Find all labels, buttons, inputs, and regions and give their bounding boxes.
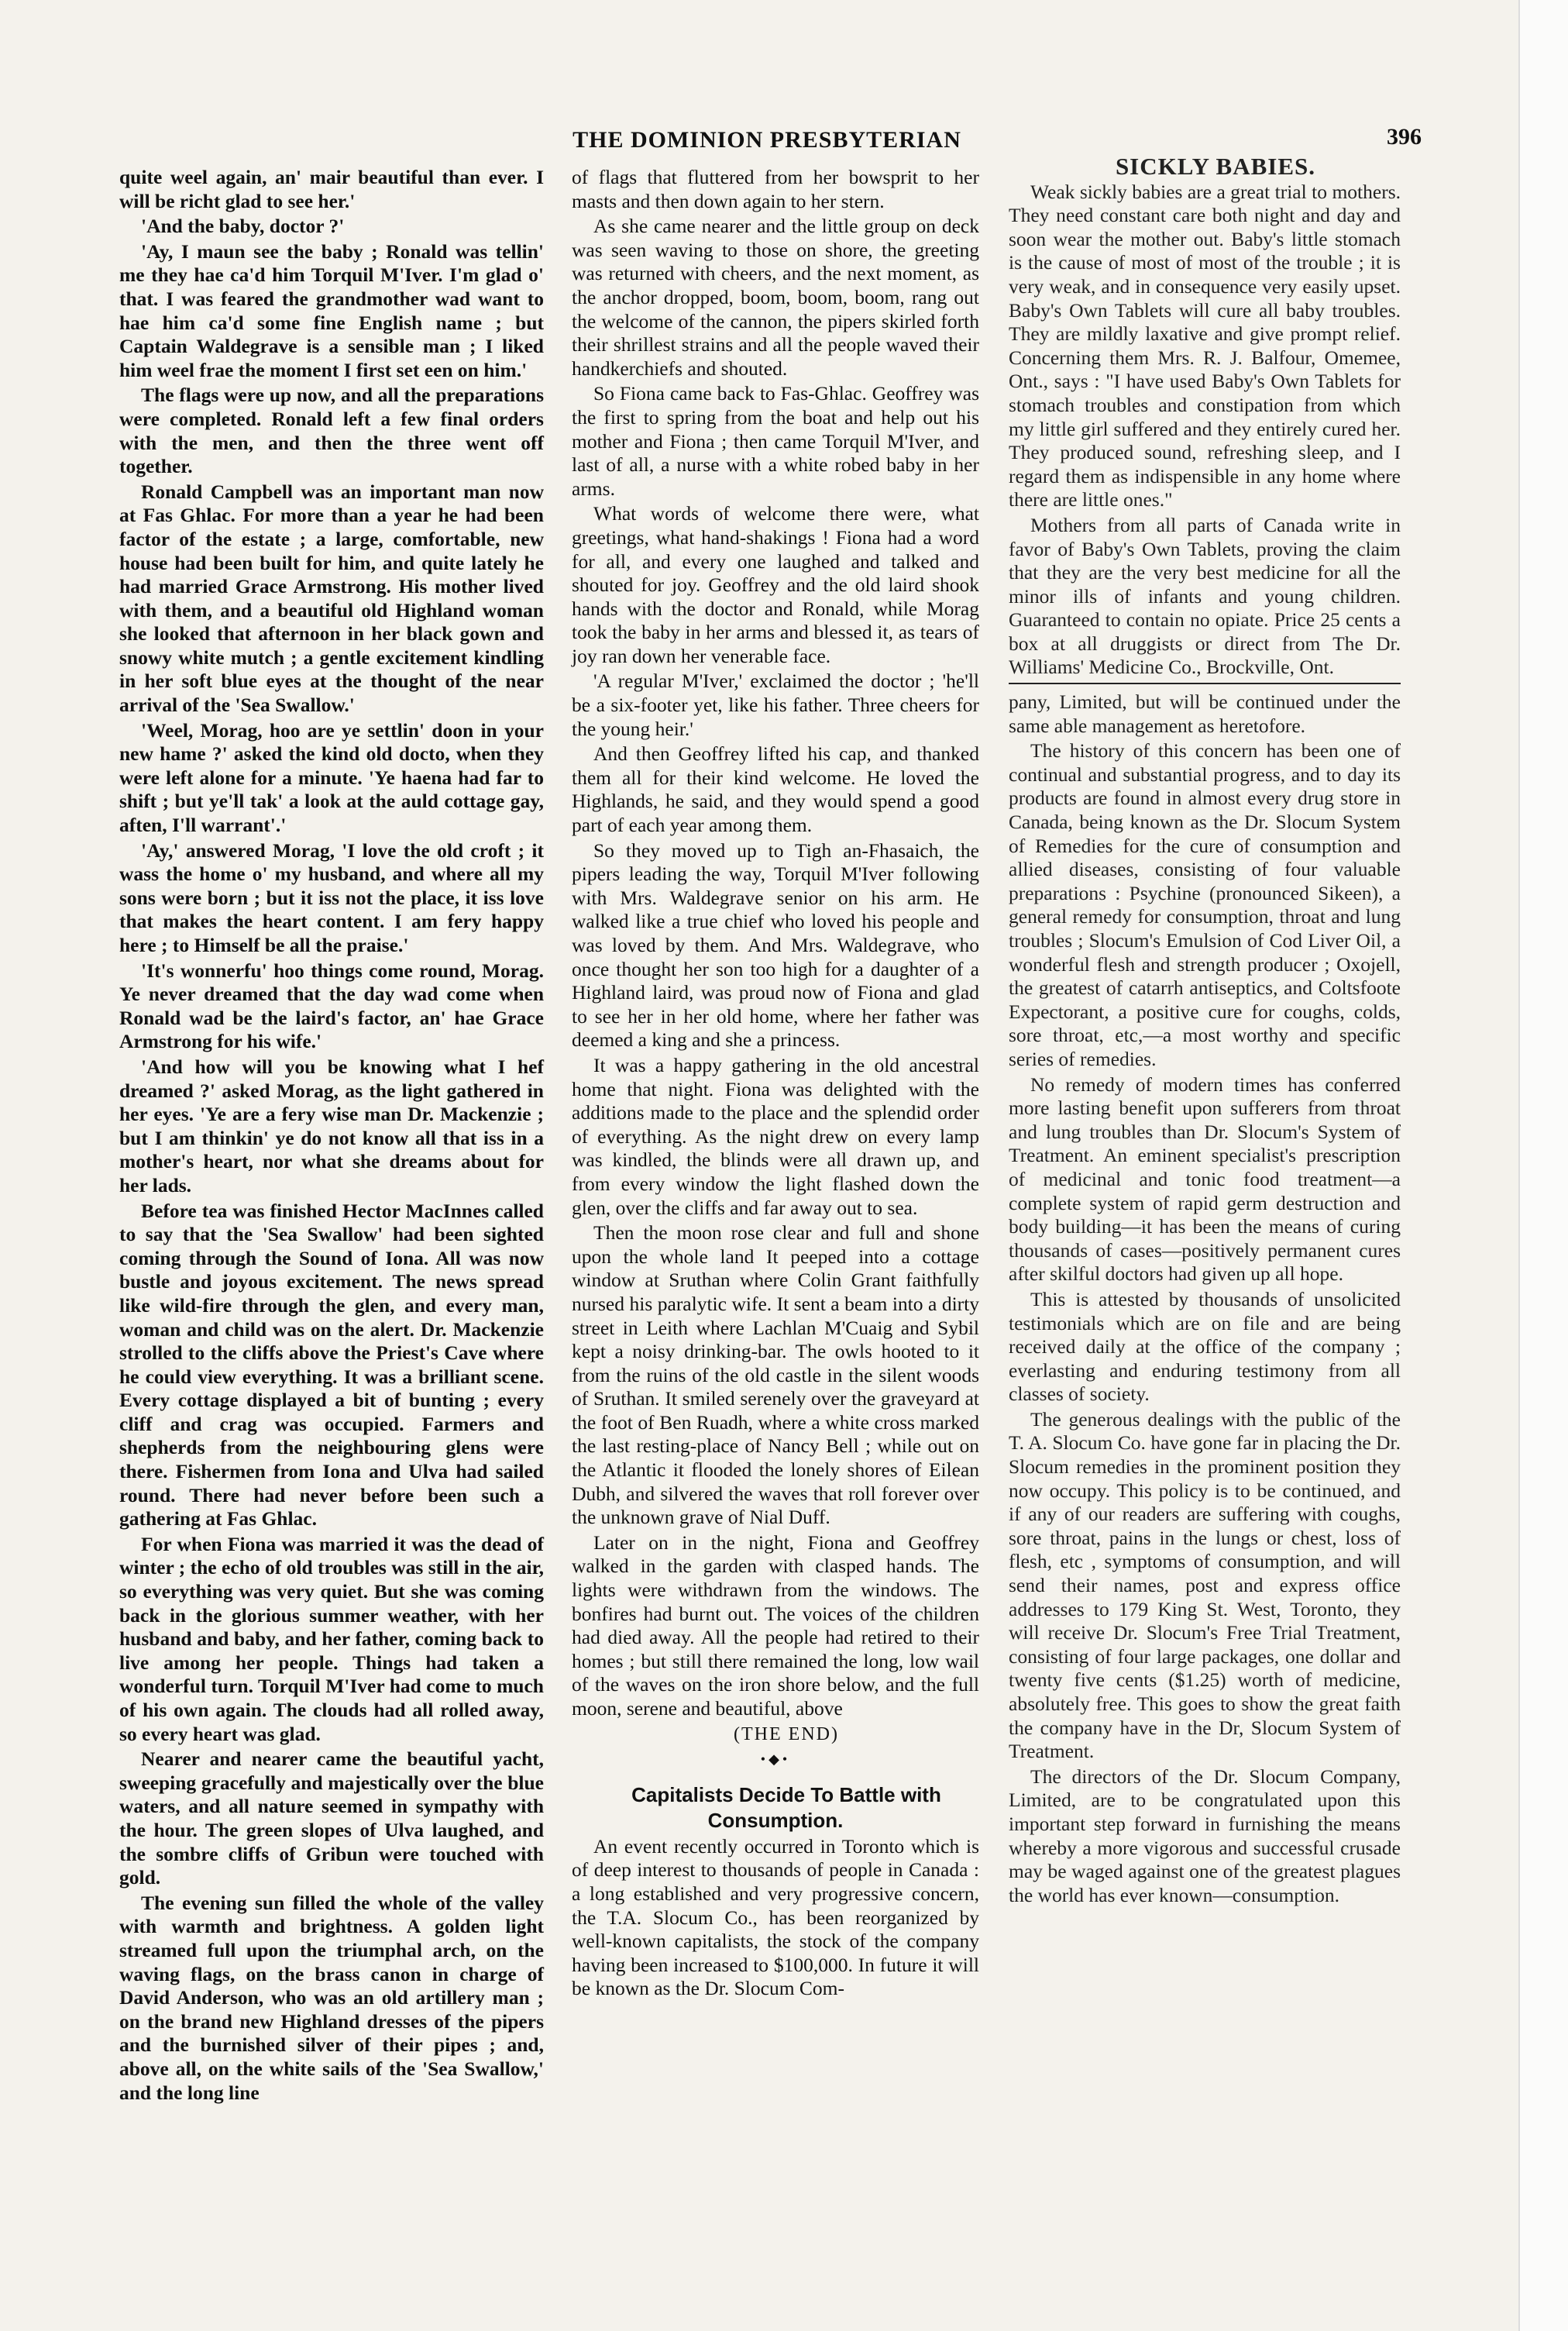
article-paragraph: No remedy of modern times has conferred more lasting benefit upon sufferers from throat and lung troubles than Dr. Slocum's System of Treatment. An eminent specialist's prescription of medicinal and tonic food treatment—a complete system of rapid germ destruction and body building—it has been the means of curing thousands of cases—positively permanent cures after skilful doctors had given up all hope. xyxy=(1009,1073,1401,1286)
column-rule xyxy=(1009,683,1401,684)
paragraph: Ronald Campbell was an important man now at Fas Ghlac. For more than a year he had been factor of the estate ; a large, comfortable, new house had been built for him, and quite lately he had married Grace Armstrong. His mother lived with them, and a beautiful old Highland woman she looked that afternoon in her black gown and snowy white mutch ; a gentle excitement kindling in her soft blue eyes at the thought of the near arrival of the 'Sea Swallow.' xyxy=(119,480,544,717)
divider-ornament: •◆• xyxy=(760,1751,791,1768)
article-paragraph: This is attested by thousands of unsolicited testimonials which are on file and are being received daily at the office of the company ; everlasting and enduring testimony from all classes of society. xyxy=(1009,1287,1401,1406)
article-paragraph: An event recently occurred in Toronto which is of deep interest to thousands of people in Canada : a long established and very progressive concern, the T.A. Slocum Co., has been reorganized by well-known capitalists, the stock of the company having been increased to $100,000. In future it will be known as the Dr. Slocum Com- xyxy=(572,1834,979,2000)
paragraph: 'Ay, I maun see the baby ; Ronald was tellin' me they hae ca'd him Torquil M'Iver. I'm glad o' that. I was feared the grandmother wad want to hae him ca'd some fine English name ; but Captain Waldegrave is a sensible man ; I liked him weel frae the moment I first set een on him.' xyxy=(119,239,544,381)
paragraph: Nearer and nearer came the beautiful yacht, sweeping gracefully and majestically over the blue waters, and all nature seemed in sympathy with the hour. The green slopes of Ulva laughed, and the sombre cliffs of Gribun were touched with gold. xyxy=(119,1747,544,1889)
masthead-title: THE DOMINION PRESBYTERIAN xyxy=(573,127,961,153)
paragraph: 'A regular M'Iver,' exclaimed the doctor ; 'he'll be a six-footer yet, like his father. Three cheers for the young heir.' xyxy=(572,670,979,740)
column-right xyxy=(1009,155,1401,1909)
page-edge xyxy=(1518,0,1568,2331)
paragraph: 'And how will you be knowing what I hef dreamed ?' asked Morag, as the light gathered in her eyes. 'Ye are a fery wise man Dr. Mackenzie ; but I am thinkin' ye do not know all that iss in a mother's heart, nor what she dreams about for her lads. xyxy=(119,1055,544,1196)
story-column-left xyxy=(119,166,544,2106)
paragraph: As she came nearer and the little group on deck was seen waving to those on shore, the greeting was returned with cheers, and the next moment, as the anchor dropped, boom, boom, boom, rang out the welcome of the cannon, the pipers skirled forth their shrillest strains and all the people waved their handkerchiefs and shouted. xyxy=(572,215,979,380)
paragraph: For when Fiona was married it was the dead of winter ; the echo of old troubles was still in the air, so everything was very quiet. But she was coming back in the glorious summer weather, with her husband and baby, and her father, coming back to live among her people. Things had taken a wonderful turn. Torquil M'Iver had come to much of his own again. The clouds had all rolled away, so every heart was glad. xyxy=(119,1532,544,1745)
paragraph: Before tea was finished Hector MacInnes called to say that the 'Sea Swallow' had been sighted coming through the Sound of Iona. All was now bustle and joyous excitement. The news spread like wild-fire through the glen, and every man, woman and child was on the alert. Dr. Mackenzie strolled to the cliffs above the Priest's Cave where he could view everything. It was a brilliant scene. Every cottage displayed a bit of bunting ; every cliff and crag was occupied. Farmers and shepherds from the neighbouring glens were there. Fishermen from Iona and Ulva had sailed round. There had never before been such a gathering at Fas Ghlac. xyxy=(119,1199,544,1530)
paragraph: 'It's wonnerfu' hoo things come round, Morag. Ye never dreamed that the day wad come when Ronald wad be the laird's factor, an' hae Grace Armstrong for his wife.' xyxy=(119,959,544,1053)
paragraph: 'Ay,' answered Morag, 'I love the old croft ; it wass the home o' my husband, and where all my sons were born ; but it iss not the place, it iss love that makes the heart content. I am fery happy here ; to Himself be all the praise.' xyxy=(119,838,544,956)
advertisement-title: SICKLY BABIES. xyxy=(1115,153,1316,180)
paragraph: of flags that fluttered from her bowsprit to her masts and then down again to her stern. xyxy=(572,166,979,212)
story-column-middle xyxy=(572,166,979,2002)
paragraph: 'And the baby, doctor ?' xyxy=(141,215,345,238)
advertisement-paragraph: Mothers from all parts of Canada write in favor of Baby's Own Tablets, proving the claim that they are the very best medicine for all the minor ills of infants and young children. Guaranteed to contain no opiate. Price 25 cents a box at all druggists or direct from The Dr. Williams' Medicine Co., Brockville, Ont. xyxy=(1009,513,1401,679)
paragraph: So Fiona came back to Fas-Ghlac. Geoffrey was the first to spring from the boat and help out his mother and Fiona ; then came Torquil M'Iver, and last of all, a nurse with a white robed baby in her arms. xyxy=(572,382,979,500)
paragraph: The flags were up now, and all the preparations were completed. Ronald left a few final orders with the men, and then the three went off together. xyxy=(119,384,544,478)
article-title: Capitalists Decide To Battle with Consumption. xyxy=(631,1782,941,1832)
article-paragraph: The history of this concern has been one of continual and substantial progress, and to day its products are found in almost every drug store in Canada, being known as the Dr. Slocum System of Remedies for the cure of consumption and allied diseases, consisting of four valuable preparations : Psychine (pronounced Sikeen), a general remedy for consumption, throat and lung troubles ; Slocum's Emulsion of Cod Liver Oil, a wonderful flesh and strength producer ; Oxojell, the greatest of catarrh antiseptics, and Coltsfoote Expectorant, a positive cure for coughs, colds, sore throat, etc,—a most worthy and specific series of remedies. xyxy=(1009,739,1401,1070)
article-paragraph: The directors of the Dr. Slocum Company, Limited, are to be congratulated upon this important step forward in furnishing the means whereby a more vigorous and successful crusade may be waged against one of the greatest plagues the world has ever known—consumption. xyxy=(1009,1765,1401,1906)
article-paragraph: The generous dealings with the public of the T. A. Slocum Co. have gone far in placing the Dr. Slocum remedies in the prominent position they now occupy. This policy is to be continued, and if any of our readers are suffering with coughs, sore throat, pains in the lungs or chest, loss of flesh, etc , symptoms of consumption, and will send their names, post and express office addresses to 179 King St. West, Toronto, they will receive Dr. Slocum's Free Trial Treatment, consisting of four large packages, one dollar and twenty five cents ($1.25) worth of medicine, absolutely free. This goes to show the great faith the company have in the Dr, Slocum System of Treatment. xyxy=(1009,1407,1401,1763)
paragraph: And then Geoffrey lifted his cap, and thanked them all for their kind welcome. He loved the Highlands, he said, and they would spend a good part of each year among them. xyxy=(572,742,979,837)
paragraph: quite weel again, an' mair beautiful than ever. I will be richt glad to see her.' xyxy=(119,166,544,212)
paragraph: What words of welcome there were, what greetings, what hand-shakings ! Fiona had a word for all, and every one laughed and talked and shouted for joy. Geoffrey and the old laird shook hands with the doctor and Ronald, while Morag took the baby in her arms and blessed it, as tears of joy ran down her venerable face. xyxy=(572,502,979,667)
paragraph: It was a happy gathering in the old ancestral home that night. Fiona was delighted with the additions made to the place and the splendid order of everything. As the night drew on every lamp was kindled, the blinds were all drawn up, and from every window the light flashed down the glen, over the cliffs and far away out to sea. xyxy=(572,1053,979,1219)
article-paragraph: pany, Limited, but will be continued under the same able management as heretofore. xyxy=(1009,690,1401,737)
paragraph: So they moved up to Tigh an-Fhasaich, the pipers leading the way, Torquil M'Iver following with Mrs. Waldegrave senior on his arm. He walked like a true chief who loved his people and was loved by them. And Mrs. Waldegrave, who once thought her son too high for a daughter of a Highland laird, was proud now of Fiona and glad to see her in her old home, where her father was deemed a king and she a princess. xyxy=(572,838,979,1052)
advertisement-paragraph: Weak sickly babies are a great trial to mothers. They need constant care both night and day and soon wear the mother out. Baby's little stomach is the cause of most of most of the trouble ; it is very weak, and in consequence very easily upset. Baby's Own Tablets will cure all baby troubles. They are mildly laxative and give prompt relief. Concerning them Mrs. R. J. Balfour, Omemee, Ont., says : "I have used Baby's Own Tablets for stomach troubles and constipation from which my little girl suffered and they entirely cured her. They produced sound, refreshing sleep, and I regard them as indispensible in any home where there are little ones." xyxy=(1009,180,1401,511)
paragraph: 'Weel, Morag, hoo are ye settlin' doon in your new hame ?' asked the kind old docto, when they were left alone for a minute. 'Ye haena had far to shift ; but ye'll tak' a look at the auld cottage gay, aften, I'll warrant'.' xyxy=(119,718,544,837)
page-number: 396 xyxy=(1387,124,1422,150)
paragraph: Then the moon rose clear and full and shone upon the whole land It peeped into a cottage window at Sruthan where Colin Grant faithfully nursed his paralytic wife. It sent a beam into a dirty street in Leith where Lachlan M'Cuaig and Sybil kept a noisy drinking-bar. The owls hooted to it from the ruins of the old castle in the silent woods of Sruthan. It smiled serenely over the graveyard at the foot of Ben Ruadh, where a white cross marked the last resting-place of Nancy Bell ; while out on the Atlantic it flooded the lonely shores of Eilean Dubh, and silvered the waves that roll forever over the unknown grave of Nial Duff. xyxy=(572,1221,979,1529)
paragraph: Later on in the night, Fiona and Geoffrey walked in the garden with clasped hands. The lights were withdrawn from the windows. The bonfires had burnt out. The voices of the children had died away. All the people had retired to their homes ; but still there remained the long, low wail of the waves on the iron shore below, and the full moon, serene and beautiful, above xyxy=(572,1530,979,1720)
the-end-marker: (THE END) xyxy=(734,1723,839,1744)
paragraph: The evening sun filled the whole of the valley with warmth and brightness. A golden light streamed full upon the triumphal arch, on the waving flags, on the brass canon in charge of David Anderson, who was an old artillery man ; on the brand new Highland dresses of the pipers and the burnished silver of their pipes ; and, above all, on the white sails of the 'Sea Swallow,' and the long line xyxy=(119,1891,544,2104)
